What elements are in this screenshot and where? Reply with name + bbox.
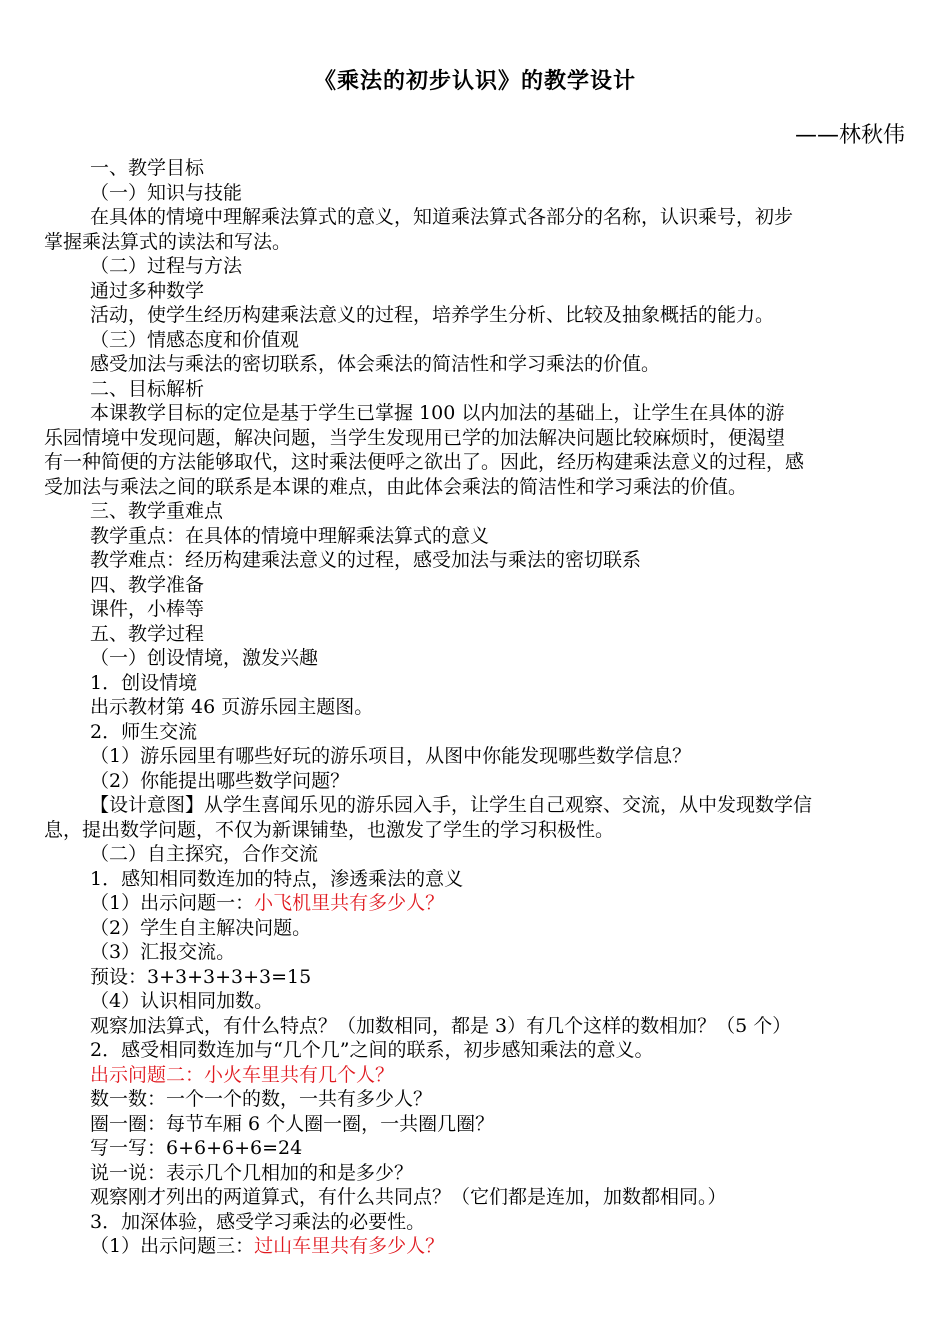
author-line: ——林秋伟	[794, 123, 905, 148]
paragraph-line: 本课教学目标的定位是基于学生已掌握 100 以内加法的基础上，让学生在具体的游	[90, 402, 785, 424]
heading-key-difficult-points: 三、教学重难点	[90, 500, 224, 522]
question-line: （2）你能提出哪些数学问题？	[90, 769, 350, 792]
question-line: （1）游乐园里有哪些好玩的游乐项目，从图中你能发现哪些数学信息？	[90, 745, 692, 767]
question-prefix: （1）出示问题三：	[90, 1235, 255, 1257]
paragraph-line: 观察加法算式，有什么特点？（加数相同，都是 3）有几个这样的数相加？（5 个）	[90, 1014, 792, 1037]
step-line: 1．感知相同数连加的特点，渗透乘法的意义	[90, 867, 464, 890]
question-line	[90, 1234, 906, 1259]
paragraph-line: 圈一圈：每节车厢 6 个人圈一圈，一共圈几圈？	[90, 1112, 495, 1135]
step-line: 3．加深体验，感受学习乘法的必要性。	[90, 1210, 426, 1233]
paragraph-line: 出示教材第 46 页游乐园主题图。	[90, 696, 374, 718]
paragraph-line: 观察刚才列出的两道算式，有什么共同点？（它们都是连加，加数都相同。）	[90, 1186, 727, 1208]
question-line: （2）学生自主解决问题。	[90, 916, 312, 939]
heading-teaching-process: 五、教学过程	[90, 622, 205, 645]
step-line: 2．师生交流	[90, 720, 198, 743]
highlighted-question: 过山车里共有多少人？	[254, 1235, 445, 1257]
document-body	[44, 156, 906, 1259]
highlighted-question: 小飞机里共有多少人？	[254, 892, 445, 914]
design-intent-line: 【设计意图】从学生喜闻乐见的游乐园入手，让学生自己观察、交流，从中发现数学信	[90, 794, 813, 816]
question-line: （4）认识相同加数。	[90, 990, 274, 1012]
paragraph-line: 乐园情境中发现问题，解决问题，当学生发现用已学的加法解决问题比较麻烦时，便渴望	[44, 426, 786, 449]
paragraph-line: 掌握乘法算式的读法和写法。	[44, 230, 292, 253]
subheading-self-exploration: （二）自主探究，合作交流	[90, 843, 319, 865]
paragraph-line: 受加法与乘法之间的联系是本课的难点，由此体会乘法的简洁性和学习乘法的价值。	[44, 475, 748, 498]
question-line	[90, 891, 906, 916]
document-title: 《乘法的初步认识》的教学设计	[313, 69, 636, 94]
equation-line: 写一写：6+6+6+6=24	[90, 1137, 303, 1159]
paragraph-line: 说一说：表示几个几相加的和是多少？	[90, 1161, 414, 1184]
paragraph-line: 课件，小棒等	[90, 598, 205, 620]
question-line: （3）汇报交流。	[90, 941, 236, 963]
equation-line: 预设：3+3+3+3+3=15	[90, 965, 312, 988]
paragraph-line: 活动，使学生经历构建乘法意义的过程，培养学生分析、比较及抽象概括的能力。	[90, 304, 775, 326]
step-line: 2．感受相同数连加与“几个几”之间的联系，初步感知乘法的意义。	[90, 1039, 654, 1061]
heading-preparation: 四、教学准备	[90, 573, 205, 596]
subheading-knowledge-skills: （一）知识与技能	[90, 181, 243, 204]
subheading-attitude-values: （三）情感态度和价值观	[90, 328, 300, 351]
step-line: 1．创设情境	[90, 671, 198, 694]
paragraph-line: 数一数：一个一个的数，一共有多少人？	[90, 1088, 433, 1110]
paragraph-line: 息，提出数学问题，不仅为新课铺垫，也激发了学生的学习积极性。	[44, 818, 615, 841]
subheading-process-method: （二）过程与方法	[90, 255, 243, 277]
highlighted-question: 出示问题二：小火车里共有几个人？	[90, 1063, 395, 1086]
subheading-create-situation: （一）创设情境，激发兴趣	[90, 647, 319, 669]
paragraph-line: 感受加法与乘法的密切联系，体会乘法的简洁性和学习乘法的价值。	[90, 353, 661, 375]
paragraph-line: 通过多种数学	[90, 279, 205, 302]
paragraph-line: 有一种简便的方法能够取代，这时乘法便呼之欲出了。因此，经历构建乘法意义的过程，感	[44, 451, 805, 473]
paragraph-line: 在具体的情境中理解乘法算式的意义，知道乘法算式各部分的名称，认识乘号，初步	[90, 206, 794, 228]
heading-teaching-goals: 一、教学目标	[90, 157, 205, 179]
heading-goal-analysis: 二、目标解析	[90, 377, 205, 400]
question-prefix: （1）出示问题一：	[90, 892, 255, 914]
paragraph-line: 教学重点：在具体的情境中理解乘法算式的意义	[90, 524, 490, 547]
paragraph-line: 教学难点：经历构建乘法意义的过程，感受加法与乘法的密切联系	[90, 549, 642, 571]
